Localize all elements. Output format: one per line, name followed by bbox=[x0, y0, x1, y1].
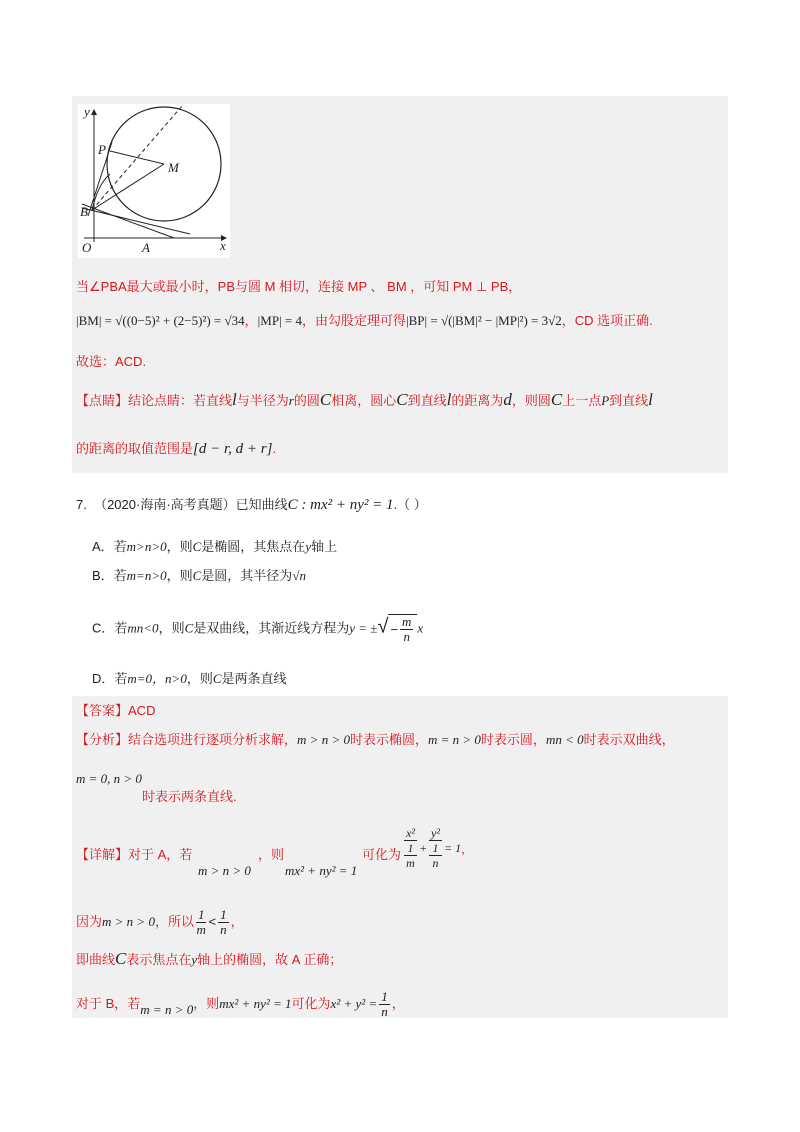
ellipse-standard-form bbox=[402, 826, 473, 870]
fraction-denominator: n bbox=[432, 856, 439, 870]
curve-conclusion-line bbox=[76, 950, 342, 969]
fraction-numerator: 1 bbox=[381, 989, 388, 1004]
symbol-l: l bbox=[232, 390, 237, 409]
option-condition: m>n>0 bbox=[126, 539, 167, 554]
minus-sign: − bbox=[390, 621, 399, 637]
condition-math: m = n > 0 bbox=[140, 1001, 194, 1017]
asymptote-lhs: y = ± bbox=[349, 620, 378, 636]
because-text: 因为 bbox=[76, 913, 103, 929]
symbol-c: C bbox=[550, 390, 563, 409]
option-condition: m=n>0 bbox=[126, 568, 167, 583]
option-text: 是椭圆，其焦点在 bbox=[201, 539, 306, 554]
detail-convert bbox=[362, 846, 401, 864]
bp-formula: |BP| = √(|BM|² − |MP|²) = 3√2 bbox=[406, 313, 562, 328]
option-condition: m=0，n>0 bbox=[127, 671, 187, 686]
option-c bbox=[92, 614, 423, 644]
symbol-c: C bbox=[396, 390, 408, 409]
because-text: ，所以 bbox=[154, 913, 194, 929]
comment-part: 结论点睛：若直线 bbox=[128, 393, 233, 408]
condition-math: m = 0, n > 0 bbox=[76, 771, 142, 786]
distance-line bbox=[76, 312, 653, 330]
sep-1: ， bbox=[244, 313, 258, 328]
comment-line-2 bbox=[76, 440, 276, 458]
comment-part: 到直线 bbox=[609, 393, 649, 408]
fraction-denominator: m bbox=[196, 922, 206, 937]
comment-part: 的圆 bbox=[293, 393, 320, 408]
condition-math: m > n > 0 bbox=[198, 863, 251, 878]
geometry-figure bbox=[78, 104, 230, 258]
fraction-denominator: n bbox=[403, 629, 410, 644]
condition-math: m > n > 0 bbox=[297, 732, 350, 747]
bm-formula: |BM| = √((0−5)² + (2−5)²) = √34 bbox=[76, 313, 245, 328]
symbol-y: y bbox=[191, 952, 198, 967]
option-label: A．若 bbox=[92, 539, 127, 554]
analysis-tag: 【分析】 bbox=[76, 732, 129, 747]
symbol-c: C bbox=[212, 671, 222, 686]
question-number: 7. bbox=[76, 497, 87, 512]
option-text: ，则 bbox=[186, 671, 213, 686]
choice-text: 故选：ACD. bbox=[76, 354, 147, 369]
symbol-y: y bbox=[305, 539, 312, 554]
detail-text: 可化为 bbox=[362, 847, 402, 862]
comment-part: 的距离的取值范围是 bbox=[76, 441, 194, 456]
symbol-c: C bbox=[319, 390, 332, 409]
question-source: （2020·海南·高考真题）已知曲线 bbox=[94, 497, 288, 512]
point-m-label: M bbox=[168, 160, 179, 175]
point-b-label: B bbox=[80, 204, 88, 219]
fraction-numerator: x² bbox=[406, 826, 415, 840]
because-end: ， bbox=[230, 913, 244, 929]
option-label: D．若 bbox=[92, 671, 128, 686]
fraction-denominator: n bbox=[381, 1004, 388, 1019]
x-axis-label: x bbox=[220, 238, 226, 253]
sqrt-radicand bbox=[388, 614, 417, 644]
option-text: 是圆，其半径为 bbox=[201, 568, 293, 583]
fraction-denominator: m bbox=[406, 856, 415, 870]
conclusion-text: 即曲线 bbox=[76, 952, 116, 967]
comment-part: 与半径为 bbox=[236, 393, 289, 408]
comment-end: . bbox=[272, 441, 277, 456]
comment-part: 相离，圆心 bbox=[331, 393, 397, 408]
tangent-explanation bbox=[76, 278, 521, 296]
conclusion-text: 轴上的椭圆，故 A 正确； bbox=[197, 952, 343, 967]
option-a bbox=[92, 538, 337, 556]
symbol-c: C bbox=[115, 949, 127, 968]
curve-equation: C : mx² + ny² = 1 bbox=[287, 497, 394, 513]
comment-tag: 【点睛】 bbox=[76, 393, 129, 408]
circle-equation: x² + y² = bbox=[330, 995, 378, 1011]
question-7-stem bbox=[76, 496, 427, 514]
sep-2: ，由勾股定理可得 bbox=[301, 313, 406, 328]
answer-line bbox=[76, 702, 155, 720]
answer-tag: 【答案】 bbox=[76, 703, 129, 718]
tangent-lower bbox=[82, 208, 190, 234]
detail-text: ，则 bbox=[193, 995, 220, 1011]
comment-part: ，则圆 bbox=[511, 393, 551, 408]
detail-text: 对于 B，若 bbox=[76, 995, 141, 1011]
symbol-l: l bbox=[648, 390, 653, 409]
option-text: 是两条直线 bbox=[221, 671, 287, 686]
comment-part: 上一点 bbox=[562, 393, 602, 408]
conclusion-text: 表示焦点在 bbox=[126, 952, 192, 967]
inequality-right bbox=[218, 908, 229, 937]
because-line bbox=[76, 908, 244, 937]
mp-formula: |MP| = 4 bbox=[257, 313, 302, 328]
plus-sign: + bbox=[418, 840, 428, 855]
fraction-numerator: 1 bbox=[220, 907, 227, 922]
symbol-p: P bbox=[601, 393, 610, 408]
detail-eq bbox=[285, 862, 357, 880]
option-condition: mn<0 bbox=[127, 620, 159, 636]
fraction-numerator: 1 bbox=[429, 841, 442, 856]
detail-text: ，则 bbox=[258, 847, 285, 862]
option-d bbox=[92, 670, 287, 688]
condition-math: m > n > 0 bbox=[102, 913, 155, 929]
analysis-line-2 bbox=[76, 770, 142, 788]
detail-cond bbox=[198, 862, 251, 880]
sqrt-icon: √ bbox=[377, 615, 389, 638]
fraction-numerator: y² bbox=[431, 826, 440, 840]
equation-math: mx² + ny² = 1 bbox=[285, 863, 358, 878]
analysis-line-3 bbox=[142, 788, 237, 806]
option-label: C．若 bbox=[92, 620, 128, 636]
detail-then bbox=[258, 846, 284, 864]
option-text: 轴上 bbox=[311, 539, 338, 554]
answer-value: ACD bbox=[128, 703, 156, 718]
equals-one: = 1 bbox=[443, 840, 462, 855]
fraction-numerator: 1 bbox=[197, 907, 205, 922]
fraction-numerator: m bbox=[402, 614, 412, 629]
condition-math: mn < 0 bbox=[545, 732, 584, 747]
point-p-label: P bbox=[98, 142, 106, 157]
symbol-c: C bbox=[192, 539, 202, 554]
detail-tag: 【详解】 bbox=[76, 847, 129, 862]
answer-blank: .（ ） bbox=[393, 497, 427, 512]
symbol-d: d bbox=[503, 390, 512, 409]
option-b-detail-line bbox=[76, 990, 405, 1019]
range-formula: [d − r, d + r] bbox=[193, 441, 273, 457]
inner-fraction bbox=[404, 841, 417, 870]
symbol-r: r bbox=[288, 393, 294, 408]
segment-pm bbox=[110, 151, 164, 164]
symbol-l: l bbox=[446, 390, 452, 409]
less-than: < bbox=[208, 913, 217, 929]
inequality-left bbox=[196, 908, 207, 937]
choice-line bbox=[76, 353, 146, 371]
analysis-text: 时表示双曲线， bbox=[583, 732, 675, 747]
comment-part: 到直线 bbox=[407, 393, 447, 408]
circle-tangent-diagram bbox=[78, 104, 230, 258]
inner-fraction bbox=[429, 841, 442, 870]
symbol-x: x bbox=[417, 620, 424, 636]
tangent-text: 当∠PBA最大或最小时，PB与圆 M 相切，连接 MP 、 BM ，可知 PM ⊥ PB， bbox=[76, 279, 522, 294]
detail-end: ， bbox=[391, 995, 405, 1011]
radius-fraction bbox=[379, 990, 390, 1019]
y-term-fraction bbox=[429, 826, 442, 870]
asymptote-fraction bbox=[400, 615, 413, 644]
option-label: B．若 bbox=[92, 568, 127, 583]
fraction-numerator: 1 bbox=[404, 841, 417, 856]
comment-line bbox=[76, 391, 653, 410]
point-a-label: A bbox=[142, 240, 150, 255]
detail-text: 可化为 bbox=[291, 995, 331, 1011]
detail-text: 对于 A，若 bbox=[128, 847, 193, 862]
option-text: ，则 bbox=[166, 539, 193, 554]
y-axis-label: y bbox=[84, 104, 90, 119]
equation-math: mx² + ny² = 1 bbox=[219, 995, 292, 1011]
detail-end: ， bbox=[461, 841, 474, 856]
symbol-c: C bbox=[184, 620, 194, 636]
analysis-text: 结合选项进行逐项分析求解， bbox=[128, 732, 298, 747]
comment-part: 的距离为 bbox=[451, 393, 504, 408]
analysis-text: 时表示椭圆， bbox=[349, 732, 428, 747]
fraction-denominator: n bbox=[220, 922, 227, 937]
option-b bbox=[92, 567, 306, 585]
x-term-fraction bbox=[404, 826, 417, 870]
option-text: ，则 bbox=[166, 568, 193, 583]
analysis-text: 时表示圆， bbox=[480, 732, 546, 747]
origin-label: O bbox=[82, 240, 92, 255]
analysis-line bbox=[76, 731, 675, 749]
radius-value: √n bbox=[292, 568, 306, 583]
analysis-text: 时表示两条直线. bbox=[142, 789, 237, 804]
option-text: ，则 bbox=[158, 620, 185, 636]
cd-correct: ，CD 选项正确. bbox=[561, 313, 653, 328]
detail-line bbox=[76, 846, 192, 864]
option-text: 是双曲线，其渐近线方程为 bbox=[193, 620, 350, 636]
condition-math: m = n > 0 bbox=[427, 732, 481, 747]
symbol-c: C bbox=[192, 568, 202, 583]
